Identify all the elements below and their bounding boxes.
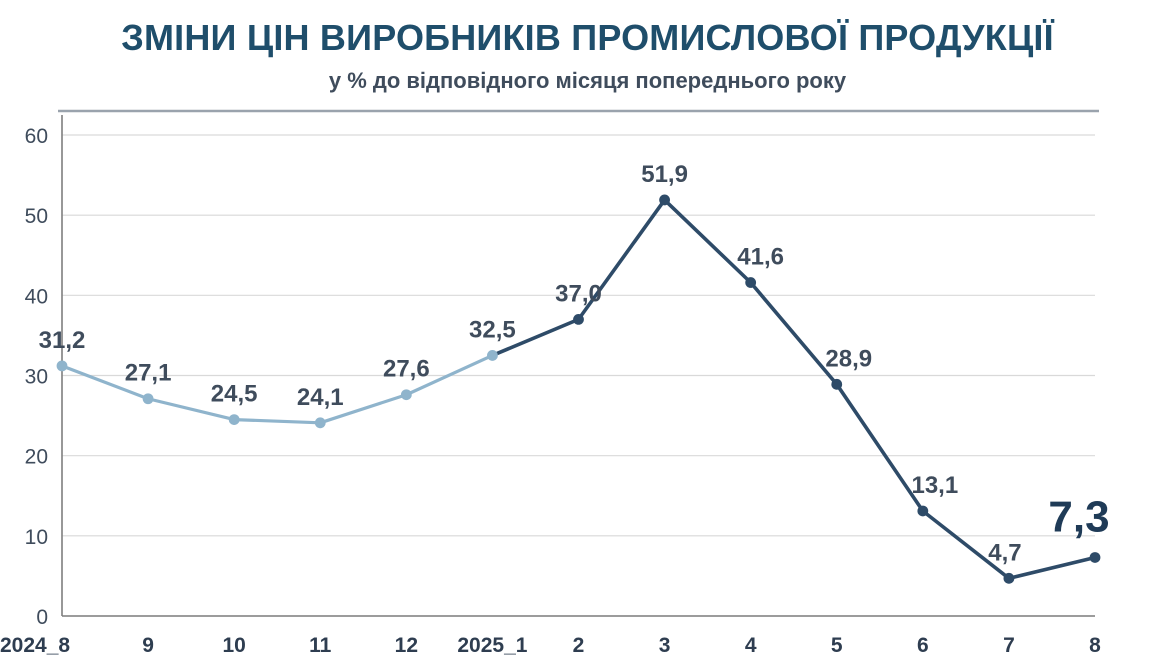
data-label: 27,6 [382,355,430,383]
data-point-marker [573,314,584,325]
data-label: 51,9 [641,160,688,188]
data-point-marker [487,350,498,361]
data-point-marker [315,417,326,428]
data-label: 13,1 [911,471,959,499]
y-tick-label: 60 [24,125,48,148]
x-tick-label: 5 [830,634,843,657]
x-tick-label: 4 [744,634,757,657]
data-label: 28,9 [825,345,873,373]
data-label: 31,2 [38,326,86,354]
x-tick-label: 8 [1089,634,1101,657]
data-label: 27,1 [124,359,172,387]
y-axis-tick-labels [25,125,48,629]
data-point-marker [1090,552,1101,563]
data-point-marker [659,195,670,206]
x-tick-label: 10 [222,634,246,657]
y-tick-label: 20 [24,445,48,469]
line-chart [0,105,1175,671]
x-tick-label: 9 [142,634,154,657]
data-point-marker [1004,573,1015,584]
y-tick-label: 10 [24,525,48,549]
x-tick-label: 7 [1003,634,1015,657]
data-label: 41,6 [737,243,785,271]
x-tick-label: 6 [916,634,929,657]
x-tick-label: 2025_1 [457,634,528,657]
data-label: 24,1 [296,383,344,411]
data-point-marker [917,506,928,517]
series-data-labels [39,161,1110,566]
grid-lines [58,111,1099,616]
x-tick-label: 2024_8 [0,634,71,657]
y-tick-label: 0 [36,606,48,629]
page-subtitle: у % до відповідного місяця попереднього року [328,68,847,93]
data-label: 37,0 [555,280,602,308]
data-label: 4,7 [988,539,1022,567]
x-tick-label: 2 [572,634,585,657]
data-label: 24,5 [210,380,258,408]
series-line-dark [492,200,1095,578]
data-point-marker [401,389,412,400]
x-axis-tick-labels [0,634,1101,657]
data-point-marker [57,360,68,371]
data-point-marker [831,379,842,390]
y-tick-label: 30 [24,365,48,389]
page-title: ЗМІНИ ЦІН ВИРОБНИКІВ ПРОМИСЛОВОЇ ПРОДУКЦІЇ [121,17,1054,58]
data-label: 32,5 [469,316,516,344]
data-label-latest: 7,3 [1048,492,1110,542]
chart-svg [0,105,1175,671]
x-tick-label: 11 [309,634,332,657]
x-tick-label: 12 [394,634,419,657]
data-point-marker [229,414,240,425]
y-tick-label: 40 [24,285,48,309]
x-tick-label: 3 [658,634,671,657]
y-tick-label: 50 [24,205,48,229]
data-point-marker [143,393,154,404]
data-point-marker [745,277,756,288]
